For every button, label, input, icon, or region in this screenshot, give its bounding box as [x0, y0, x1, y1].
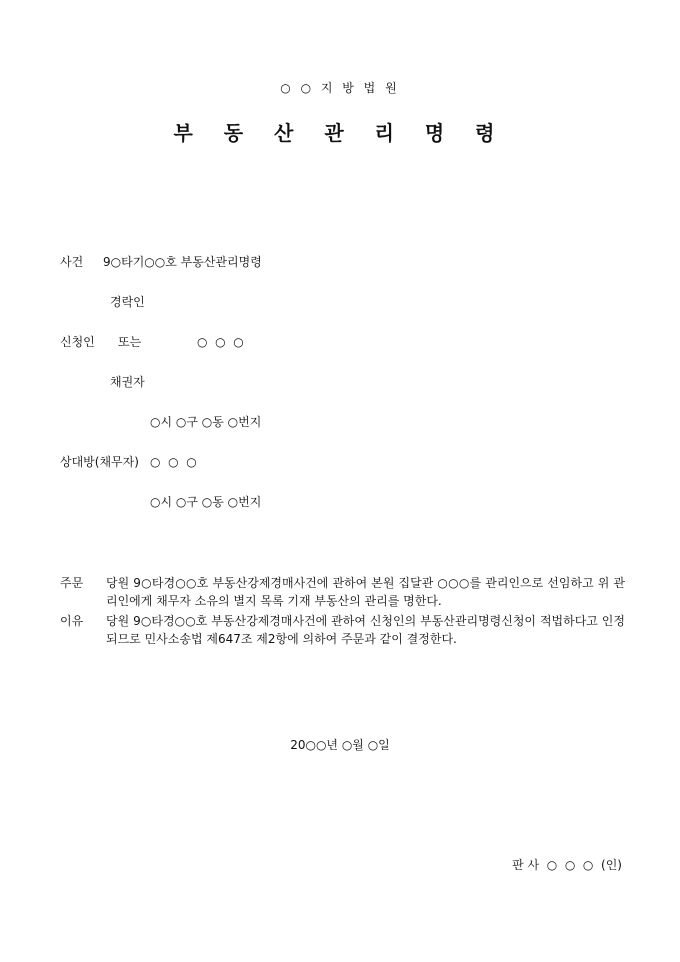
document-title: 부 동 산 관 리 명 령 — [173, 121, 507, 145]
applicant-role-creditor: 채권자 — [110, 375, 145, 389]
decision-date: 20○○년 ○월 ○일 — [290, 738, 390, 752]
order-section — [60, 574, 625, 610]
reason-text: 당원 9○타경○○호 부동산강제경매사건에 관하여 신청인의 부동산관리명령신청이 적법하다고 인정되므로 민사소송법 제647조 제2항에 의하여 주문과 같이 결정한다. — [106, 614, 625, 646]
applicant-or: 또는 — [118, 335, 142, 349]
order-text: 당원 9○타경○○호 부동산강제경매사건에 관하여 본원 집달관 ○○○를 관리인으로 선임하고 위 관리인에게 채무자 소유의 별지 목록 기재 부동산의 관리를 명한다. — [106, 576, 625, 608]
respondent-name: ○ ○ ○ — [150, 455, 197, 469]
applicant-label: 신청인 — [60, 335, 95, 349]
respondent-address: ○시 ○구 ○동 ○번지 — [150, 495, 262, 509]
reason-section — [60, 612, 625, 648]
applicant-role-bidder: 경락인 — [110, 295, 145, 309]
court-name: ○ ○ 지 방 법 원 — [280, 81, 400, 95]
applicant-name: ○ ○ ○ — [197, 335, 244, 349]
respondent-label: 상대방(채무자) — [60, 455, 139, 469]
order-label: 주문 — [60, 576, 84, 590]
judge-signature: 판 사 ○ ○ ○ (인) — [512, 858, 622, 872]
reason-label: 이유 — [60, 614, 84, 628]
applicant-address: ○시 ○구 ○동 ○번지 — [150, 415, 262, 429]
case-label: 사건 — [60, 255, 84, 269]
case-number: 9○타기○○호 부동산관리명령 — [103, 255, 262, 269]
